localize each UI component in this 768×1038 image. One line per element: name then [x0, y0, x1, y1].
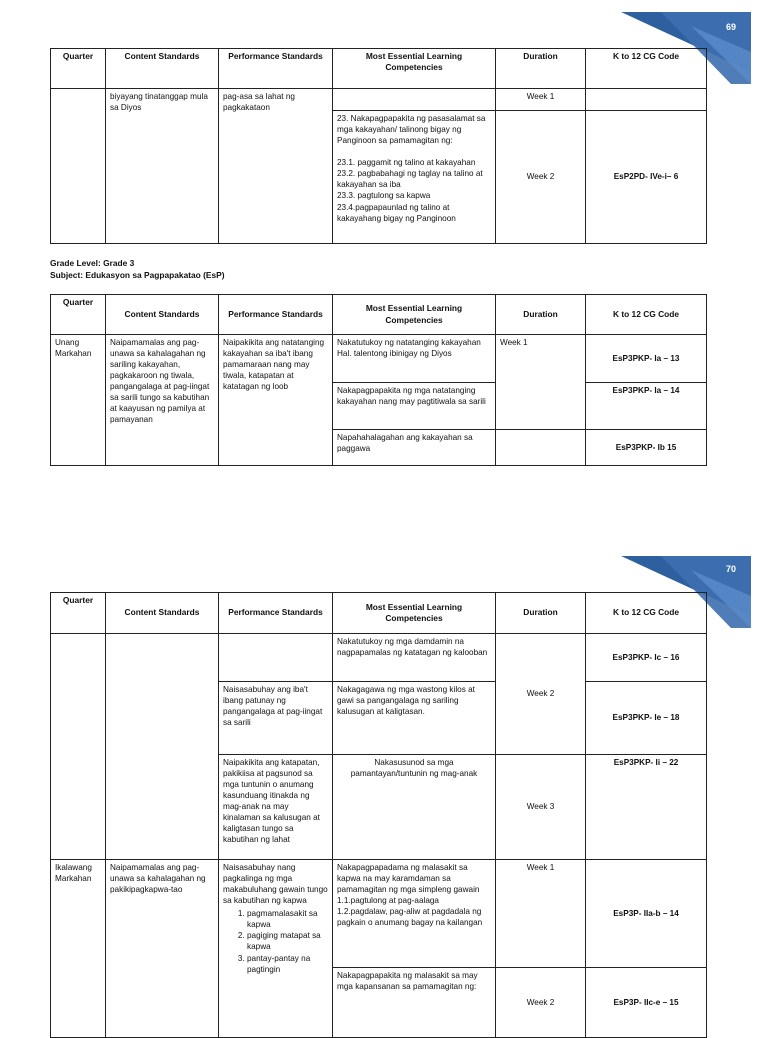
duration-cell: Week 3 [496, 755, 586, 860]
quarter-cell: Unang Markahan [51, 335, 106, 466]
duration-cell: Week 1 [496, 860, 586, 968]
melc-cell: Nakapagpapakita ng mga natatanging kakayahan nang may pagtitiwala sa sarili [333, 383, 496, 430]
curriculum-table-grade3 [50, 294, 707, 466]
page-number: 69 [726, 22, 737, 32]
header-code: K to 12 CG Code [586, 593, 707, 634]
performance-standards-cell: Naisasabuhay ang iba't ibang patunay ng pangangalaga at pag-iingat sa sarili [219, 682, 333, 755]
content-standards-cell [106, 634, 219, 860]
code-cell: EsP3PKP- Ib 15 [586, 430, 707, 466]
grade-level: Grade Level: Grade 3 [50, 258, 135, 268]
header-quarter: Quarter [51, 49, 106, 89]
performance-standards-cell [219, 634, 333, 682]
performance-standards-cell: pag-asa sa lahat ng pagkakataon [219, 89, 333, 244]
header-code: K to 12 CG Code [586, 295, 707, 335]
melc-cell [333, 89, 496, 111]
code-cell: EsP3P- IIc-e – 15 [586, 968, 707, 1038]
header-duration: Duration [496, 49, 586, 89]
code-cell: EsP2PD- IVe-i– 6 [586, 111, 707, 244]
header-content-standards: Content Standards [106, 49, 219, 89]
melc-cell: Napahahalagahan ang kakayahan sa paggawa [333, 430, 496, 466]
content-standards-cell: biyayang tinatanggap mula sa Diyos [106, 89, 219, 244]
code-cell: EsP3P- IIa-b – 14 [586, 860, 707, 968]
content-standards-cell: Naipamamalas ang pag-unawa sa kahalagahan ng sariling kakayahan, pagkakaroon ng tiwala, pangangalaga at pag-iingat sa sarili tungo sa kabutihan at kaayusan ng pamilya at pamayanan [106, 335, 219, 466]
grade-meta [50, 258, 225, 282]
performance-standards-cell: Naipakikita ang katapatan, pakikiisa at pagsunod sa mga tuntunin o anumang kasunduang itinakda ng mag-anak na may kinalaman sa kalusugan at kaligtasan tungo sa kabutihan ng lahat [219, 755, 333, 860]
header-melc: Most Essential Learning Competencies [333, 593, 496, 634]
list-item: 1. pagmamalasakit sa kapwa [247, 908, 328, 930]
content-standards-cell: Naipamamalas ang pag-unawa sa kahalagahan ng pakikipagkapwa-tao [106, 860, 219, 1038]
performance-standards-cell: Naipakikita ang natatanging kakayahan sa iba't ibang pamamaraan nang may tiwala, katapatan at katatagan ng loob [219, 335, 333, 466]
header-content-standards: Content Standards [106, 593, 219, 634]
melc-cell: Nakatutukoy ng mga damdamin na nagpapamalas ng katatagan ng kalooban [333, 634, 496, 682]
header-performance-standards: Performance Standards [219, 593, 333, 634]
quarter-cell: Ikalawang Markahan [51, 860, 106, 1038]
duration-cell [496, 430, 586, 466]
code-cell: EsP3PKP- Ii – 22 [586, 755, 707, 860]
duration-cell: Week 2 [496, 634, 586, 755]
list-item: 3. pantay-pantay na pagtingin [247, 953, 328, 975]
melc-cell: 23. Nakapagpapakita ng pasasalamat sa mga kakayahan/ talinong bigay ng Panginoon sa pamamagitan ng: 23.1. paggamit ng talino at kakayahan 23.2. pagbabahagi ng taglay na talino at kakayahan sa iba 23.3. pagtulong sa kapwa 23.4.pagpapaunlad ng talino at kakayahang bigay ng Panginoon [333, 111, 496, 244]
page-number: 70 [726, 564, 737, 574]
melc-cell: Nakatutukoy ng natatanging kakayahan Hal. talentong ibinigay ng Diyos [333, 335, 496, 383]
header-quarter: Quarter [51, 593, 106, 634]
code-cell: EsP3PKP- Ia – 14 [586, 383, 707, 430]
duration-cell: Week 1 [496, 335, 586, 430]
duration-cell: Week 2 [496, 968, 586, 1038]
list-item: 2. pagiging matapat sa kapwa [247, 930, 328, 952]
code-cell [586, 89, 707, 111]
performance-standards-cell [219, 860, 333, 1038]
duration-cell: Week 2 [496, 111, 586, 244]
curriculum-table-grade2-continued [50, 48, 707, 244]
header-melc: Most Essential Learning Competencies [333, 49, 496, 89]
code-cell: EsP3PKP- Ia – 13 [586, 335, 707, 383]
melc-cell: Nakapagpapadama ng malasakit sa kapwa na may karamdaman sa pamamagitan ng mga simpleng gawain 1.1.pagtulong at pag-aalaga 1.2.pagdalaw, pag-aliw at pagdadala ng pagkain o anumang bagay na kailangan [333, 860, 496, 968]
header-code: K to 12 CG Code [586, 49, 707, 89]
performance-text: Naisasabuhay nang pagkalinga ng mga makabuluhang gawain tungo sa kabutihan ng kapwa [223, 863, 328, 906]
quarter-cell [51, 634, 106, 860]
melc-cell: Nakapagpapakita ng malasakit sa may mga kapansanan sa pamamagitan ng: [333, 968, 496, 1038]
curriculum-table-grade3-continued [50, 592, 707, 1038]
header-duration: Duration [496, 593, 586, 634]
duration-cell: Week 1 [496, 89, 586, 111]
code-cell: EsP3PKP- Ie – 18 [586, 682, 707, 755]
melc-cell: Nakagagawa ng mga wastong kilos at gawi sa pangangalaga ng sariling kalusugan at kaligtasan. [333, 682, 496, 755]
header-performance-standards: Performance Standards [219, 49, 333, 89]
quarter-cell [51, 89, 106, 244]
header-duration: Duration [496, 295, 586, 335]
header-quarter: Quarter [51, 295, 106, 335]
header-performance-standards: Performance Standards [219, 295, 333, 335]
performance-list [223, 908, 328, 974]
code-cell: EsP3PKP- Ic – 16 [586, 634, 707, 682]
header-melc: Most Essential Learning Competencies [333, 295, 496, 335]
subject: Subject: Edukasyon sa Pagpapakatao (EsP) [50, 269, 225, 280]
melc-cell: Nakasusunod sa mga pamantayan/tuntunin ng mag-anak [333, 755, 496, 860]
header-content-standards: Content Standards [106, 295, 219, 335]
